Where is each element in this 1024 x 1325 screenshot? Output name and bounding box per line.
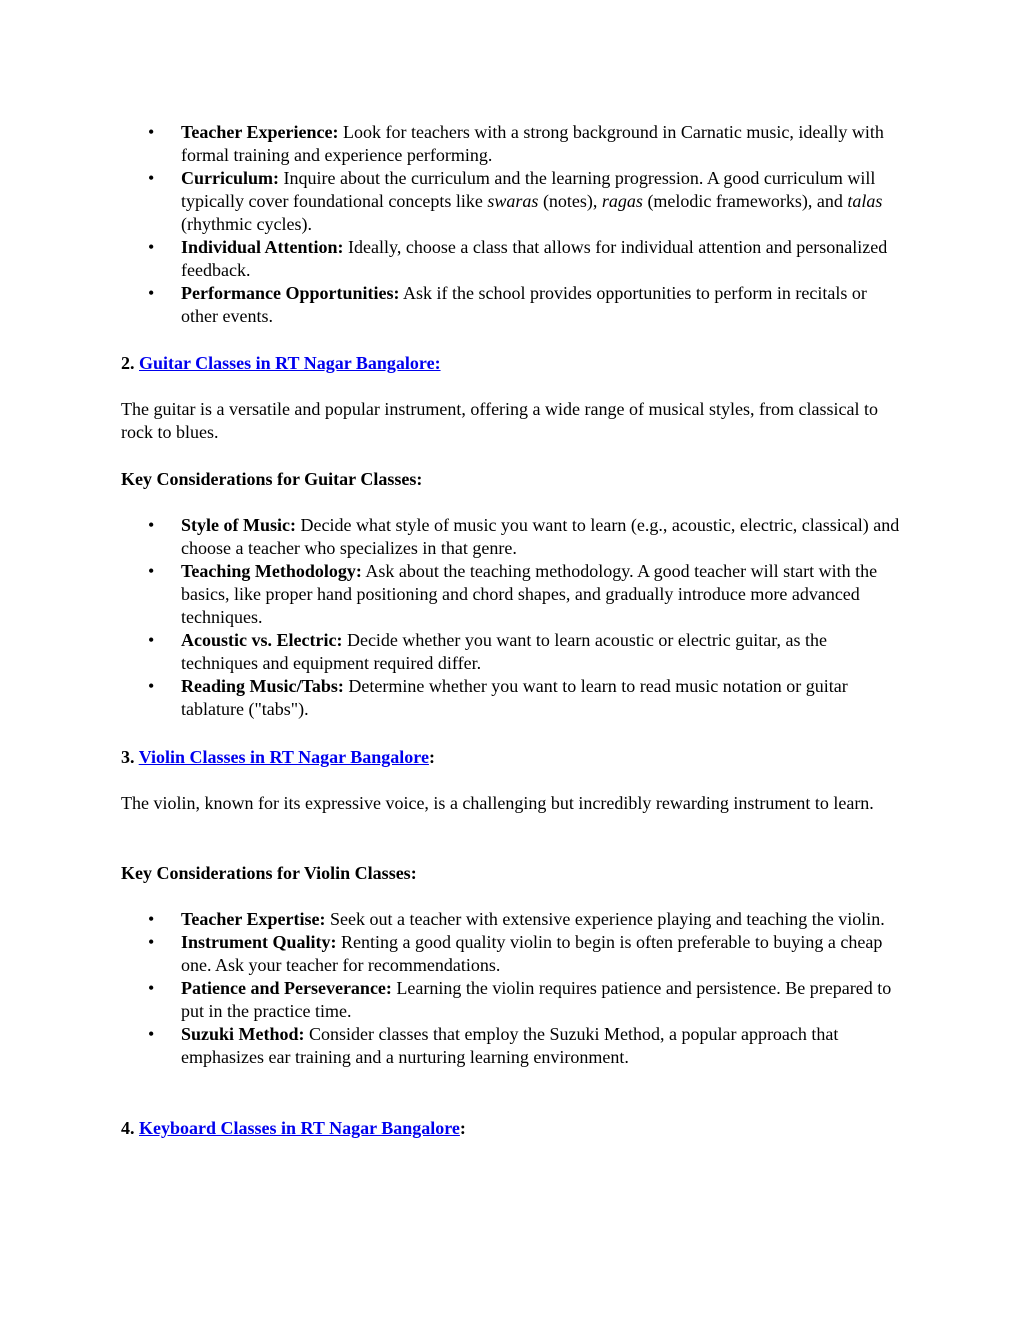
keyboard-classes-link[interactable]: Keyboard Classes in RT Nagar Bangalore	[139, 1118, 460, 1138]
guitar-section-heading	[121, 352, 911, 375]
list-item-text: Seek out a teacher with extensive experience playing and teaching the violin.	[325, 909, 885, 929]
list-item	[0, 282, 906, 328]
violin-section-heading	[121, 746, 911, 769]
list-item-label: Individual Attention:	[181, 237, 344, 257]
carnatic-considerations-list	[0, 121, 1024, 328]
list-item	[0, 236, 906, 282]
violin-classes-link[interactable]: Violin Classes in RT Nagar Bangalore	[138, 747, 429, 767]
list-item	[0, 514, 906, 560]
italic-term: ragas	[601, 191, 643, 211]
list-item-label: Acoustic vs. Electric:	[181, 630, 343, 650]
heading-suffix: :	[459, 1118, 466, 1138]
guitar-considerations-heading: Key Considerations for Guitar Classes:	[121, 469, 423, 489]
list-item-text: Ask about the teaching methodology. A good teacher will start with the basics, like proper hand positioning and chord shapes, and gradually introduce more advanced techniques.	[181, 561, 878, 627]
list-item-label: Teacher Experience:	[181, 122, 339, 142]
list-item-label: Performance Opportunities:	[181, 283, 400, 303]
list-item-text: Ask if the school provides opportunities to perform in recitals or other events.	[181, 283, 867, 326]
list-item-text: Renting a good quality violin to begin is often preferable to buying a cheap one. Ask your teacher for recommendations.	[181, 932, 883, 975]
list-item	[0, 1023, 906, 1069]
violin-intro-paragraph: The violin, known for its expressive voice, is a challenging but incredibly rewarding instrument to learn.	[121, 793, 874, 813]
list-item	[0, 908, 906, 931]
heading-suffix: :	[428, 747, 435, 767]
list-item-label: Curriculum:	[181, 168, 279, 188]
list-item-label: Style of Music:	[181, 515, 296, 535]
section-number: 2.	[121, 353, 135, 373]
list-item-label: Patience and Perseverance:	[181, 978, 392, 998]
list-item	[0, 675, 906, 721]
violin-considerations-heading: Key Considerations for Violin Classes:	[121, 863, 417, 883]
guitar-intro-paragraph: The guitar is a versatile and popular instrument, offering a wide range of musical styles, from classical to rock to blues.	[121, 399, 878, 442]
guitar-classes-link[interactable]: Guitar Classes in RT Nagar Bangalore:	[139, 353, 441, 373]
list-item	[0, 167, 906, 236]
list-item-text: Learning the violin requires patience and persistence. Be prepared to put in the practice time.	[181, 978, 892, 1021]
list-item-label: Reading Music/Tabs:	[181, 676, 344, 696]
guitar-considerations-list	[0, 514, 1024, 721]
italic-term: talas	[847, 191, 883, 211]
keyboard-section-heading	[121, 1117, 911, 1140]
list-item-text: Consider classes that employ the Suzuki Method, a popular approach that emphasizes ear training and a nurturing learning environment.	[181, 1024, 839, 1067]
italic-term: swaras	[487, 191, 539, 211]
list-item-label: Teacher Expertise:	[181, 909, 326, 929]
list-item-text: (notes),	[538, 191, 602, 211]
list-item-label: Instrument Quality:	[181, 932, 337, 952]
list-item-text: Inquire about the curriculum and the learning progression. A good curriculum will typically cover foundational concepts like	[181, 168, 876, 211]
violin-considerations-list	[0, 908, 1024, 1069]
list-item	[0, 977, 906, 1023]
list-item	[0, 560, 906, 629]
list-item	[0, 931, 906, 977]
list-item-label: Suzuki Method:	[181, 1024, 305, 1044]
list-item-text: (melodic frameworks), and	[642, 191, 848, 211]
list-item-text: Look for teachers with a strong background in Carnatic music, ideally with formal training and experience performing.	[181, 122, 884, 165]
section-number: 4.	[121, 1118, 135, 1138]
list-item-label: Teaching Methodology:	[181, 561, 362, 581]
list-item-text: Decide whether you want to learn acoustic or electric guitar, as the techniques and equipment required differ.	[181, 630, 828, 673]
list-item	[0, 121, 906, 167]
list-item-text: Decide what style of music you want to learn (e.g., acoustic, electric, classical) and choose a teacher who specializes in that genre.	[181, 515, 900, 558]
list-item-text: (rhythmic cycles).	[181, 214, 312, 234]
section-number: 3.	[121, 747, 135, 767]
list-item-text: Ideally, choose a class that allows for individual attention and personalized feedback.	[181, 237, 888, 280]
list-item-text: Determine whether you want to learn to read music notation or guitar tablature ("tabs").	[181, 676, 848, 719]
list-item	[0, 629, 906, 675]
